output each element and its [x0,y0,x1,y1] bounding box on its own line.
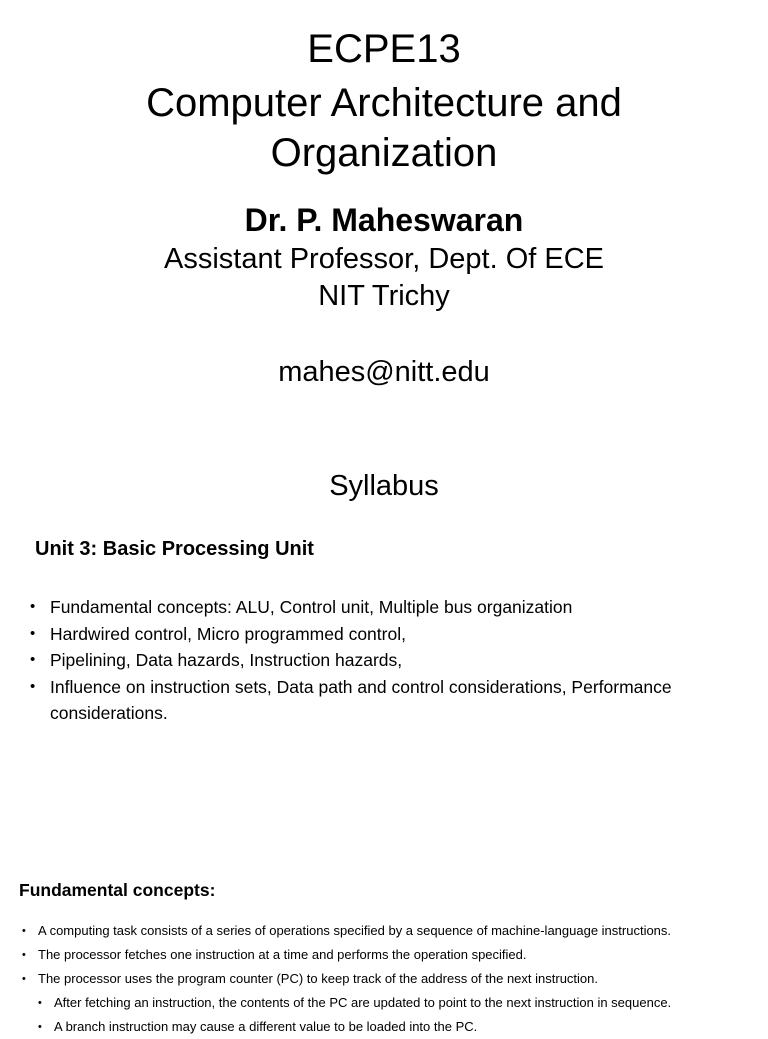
author-name: Dr. P. Maheswaran [244,202,524,238]
author-institution: NIT Trichy [318,280,450,312]
syllabus-list [30,594,750,727]
list-item-text: After fetching an instruction, the contents of the PC are updated to point to the next instruction in sequence. [54,995,672,1010]
list-item-text: The processor uses the program counter (PC) to keep track of the address of the next instruction. [38,971,598,986]
bullet-icon: • [22,949,26,961]
list-item-text: Hardwired control, Micro programmed control, [50,623,406,644]
list-item [22,943,752,967]
list-item-text: Fundamental concepts: ALU, Control unit, Multiple bus organization [50,597,573,617]
list-item [22,919,752,943]
course-code: ECPE13 [307,27,461,71]
course-title-line2: Organization [270,131,498,175]
list-item-text: A branch instruction may cause a different value to be loaded into the PC. [54,1019,478,1034]
list-item-text: Influence on instruction sets, Data path and control considerations, Performance [50,676,672,697]
syllabus-title: Syllabus [329,470,439,502]
bullet-icon: • [30,651,36,668]
unit-heading: Unit 3: Basic Processing Unit [35,538,314,560]
bullet-icon: • [22,973,26,985]
list-item [30,674,750,701]
list-item [30,647,750,674]
course-title-line1: Computer Architecture and [146,81,622,125]
author-role: Assistant Professor, Dept. Of ECE [164,243,604,275]
bullet-icon: • [30,598,36,615]
author-email: mahes@nitt.edu [278,356,490,388]
bullet-icon: • [22,925,26,937]
list-item-continuation [30,700,750,727]
list-item-text: considerations. [50,703,168,723]
list-item-text: The processor fetches one instruction at a time and performs the operation specified. [38,947,527,962]
list-item [22,967,752,991]
bullet-icon: • [38,997,42,1009]
bullet-icon: • [30,624,36,642]
bullet-icon: • [30,677,36,695]
list-item-text: Pipelining, Data hazards, Instruction hazards, [50,650,403,670]
list-sub-item [22,1015,752,1039]
concepts-list [22,919,752,1039]
list-item-text: A computing task consists of a series of operations specified by a sequence of machine-language instructions. [38,923,672,938]
course-title [0,78,768,178]
concepts-heading: Fundamental concepts: [19,880,216,900]
list-item [30,594,750,621]
list-sub-item [22,991,752,1015]
list-item [30,621,750,648]
bullet-icon: • [38,1021,42,1033]
